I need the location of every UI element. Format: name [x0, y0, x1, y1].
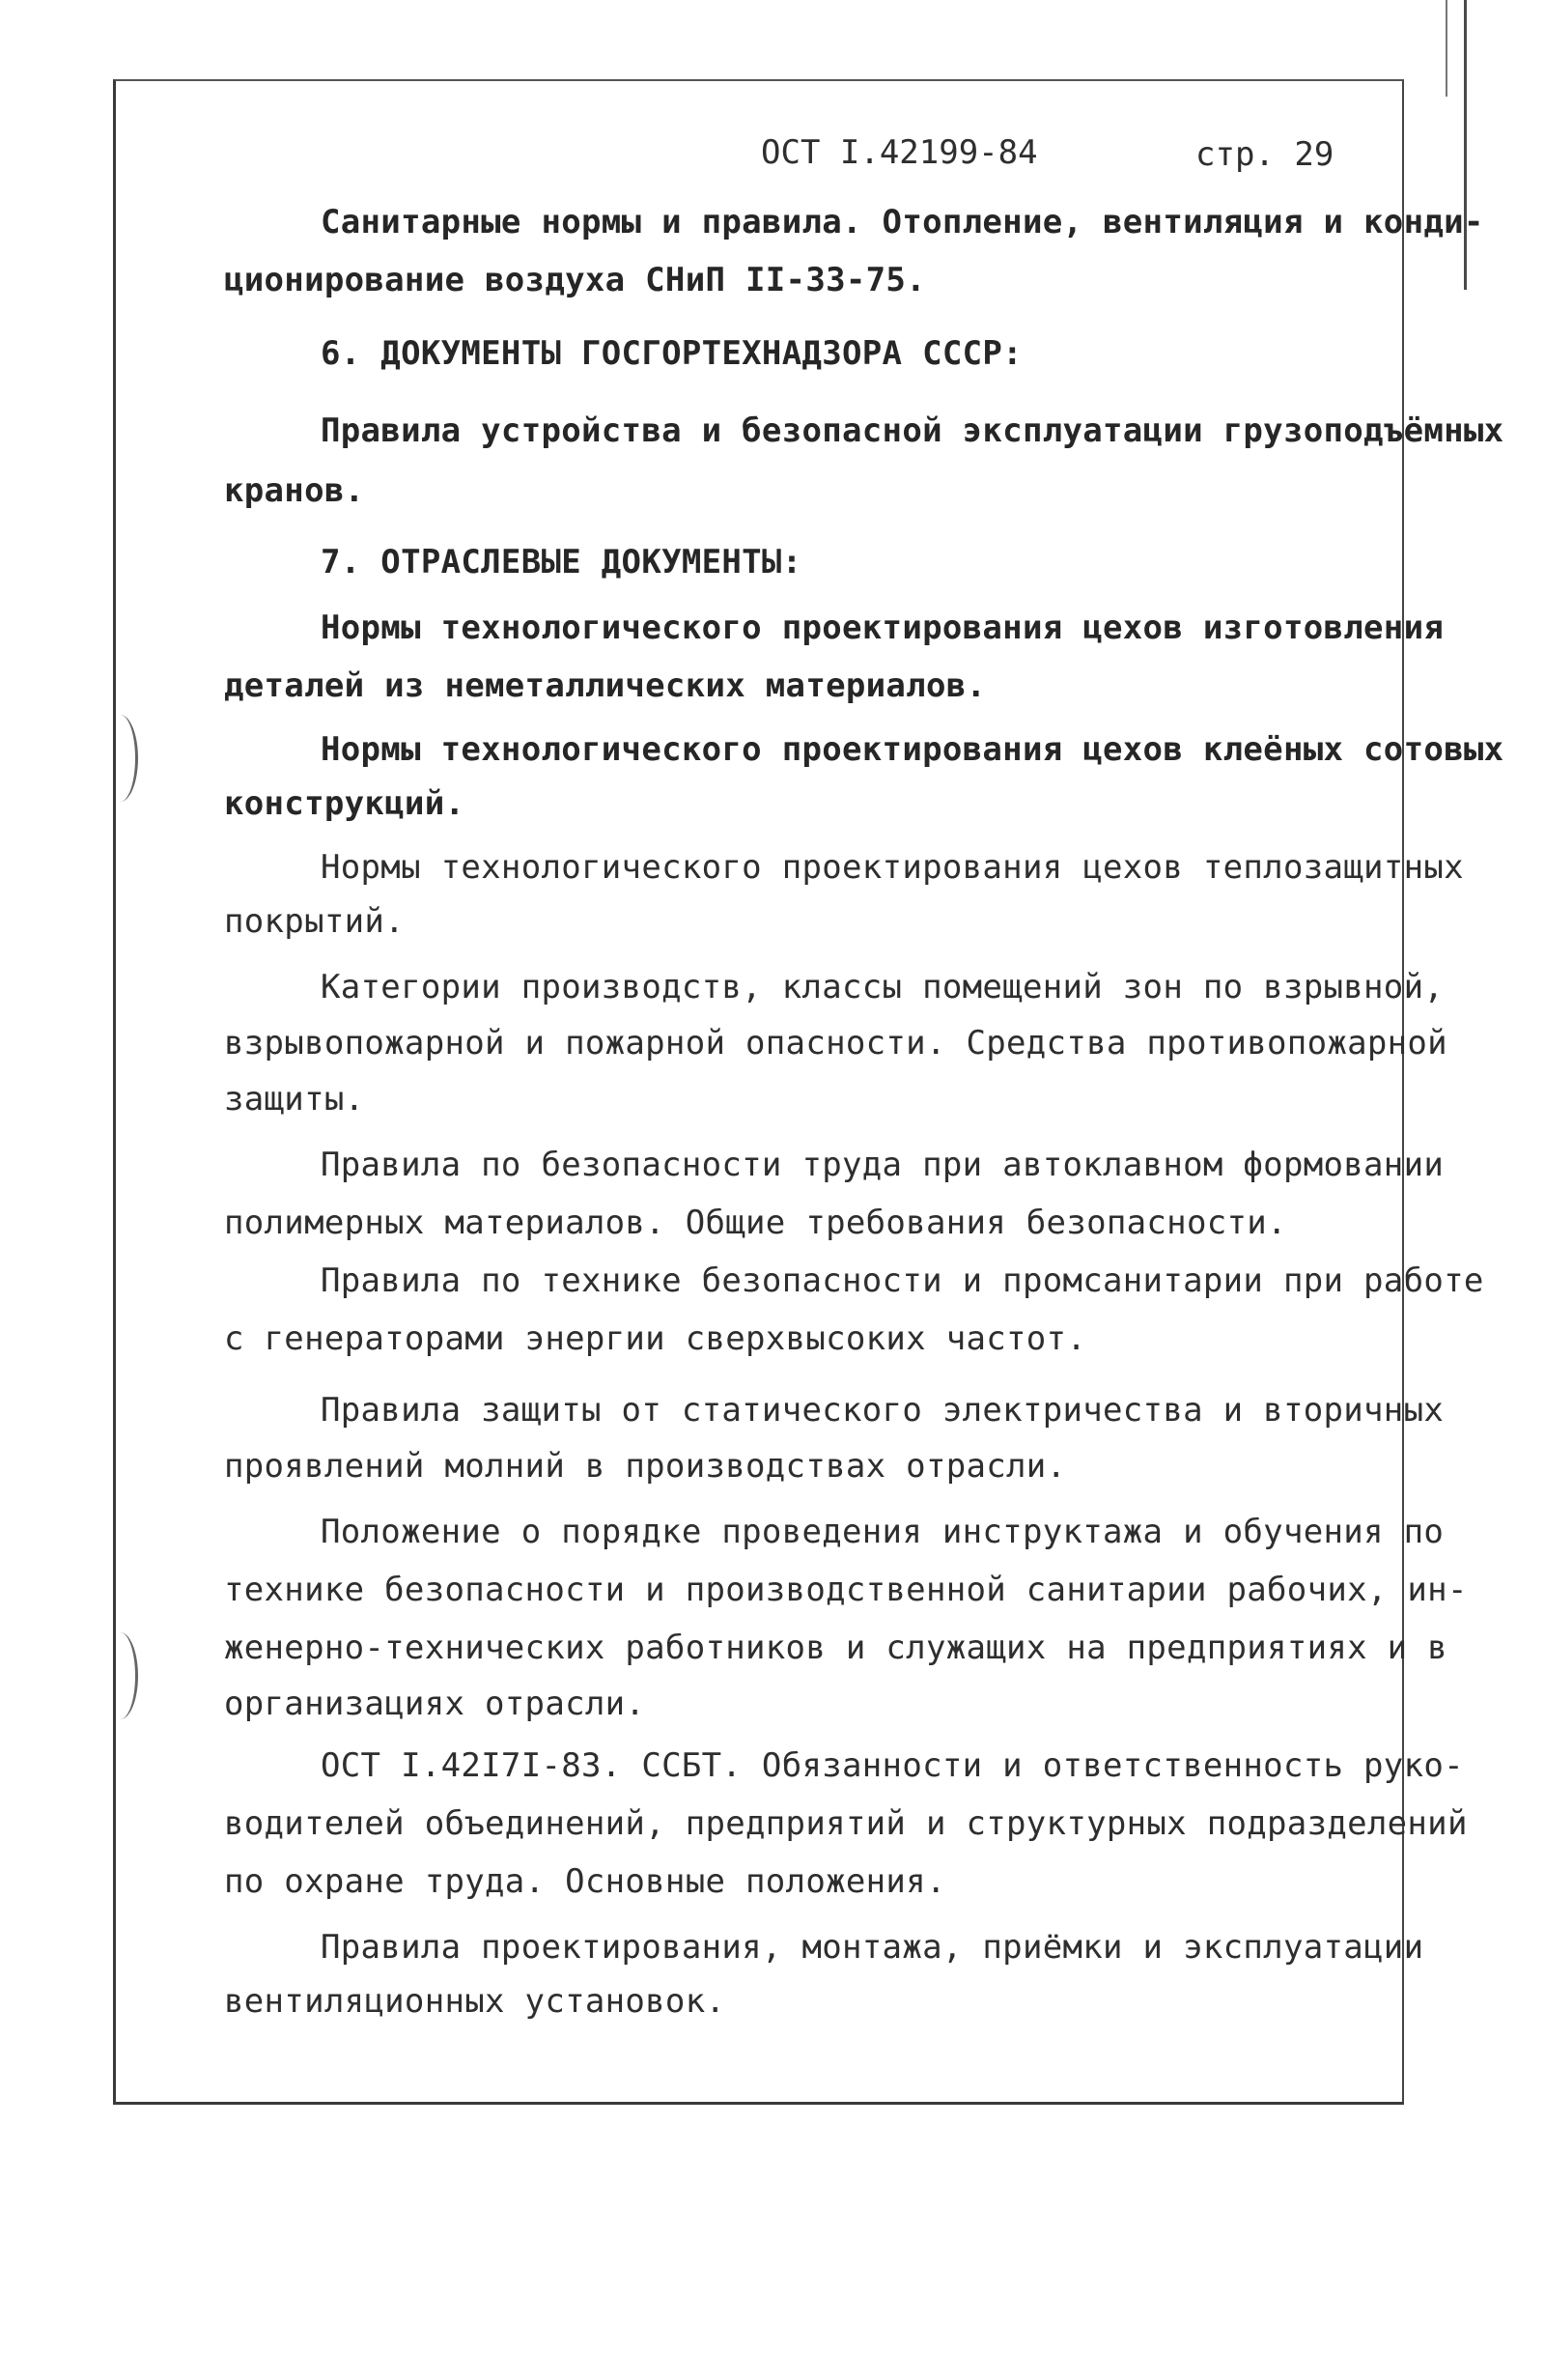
text-line: по охране труда. Основные положения. — [224, 1862, 946, 1901]
binding-edge-line — [1446, 0, 1447, 97]
page-number: стр. 29 — [1195, 135, 1334, 174]
section-heading: 7. ОТРАСЛЕВЫЕ ДОКУМЕНТЫ: — [321, 543, 802, 581]
text-line: Правила проектирования, монтажа, приёмки и эксплуатации — [321, 1928, 1424, 1967]
text-line: полимерных материалов. Общие требования безопасности. — [224, 1204, 1287, 1242]
text-line: покрытий. — [224, 902, 405, 941]
text-line: Правила по безопасности труда при автоклавном формовании — [321, 1146, 1445, 1184]
text-line: деталей из неметаллических материалов. — [224, 666, 987, 705]
text-line: Нормы технологического проектирования цехов изготовления — [321, 609, 1445, 647]
text-line: взрывопожарной и пожарной опасности. Средства противопожарной — [224, 1024, 1447, 1062]
text-line: проявлений молний в производствах отрасли. — [224, 1447, 1067, 1486]
text-line: Нормы технологического проектирования цехов клеёных сотовых — [321, 730, 1504, 769]
page-header — [0, 133, 1545, 180]
text-line: кранов. — [224, 471, 365, 510]
text-line: водителей объединений, предприятий и структурных подразделений — [224, 1804, 1468, 1843]
text-line: с генераторами энергии сверхвысоких частот. — [224, 1319, 1087, 1358]
text-line: технике безопасности и производственной санитарии рабочих, ин- — [224, 1571, 1468, 1609]
text-line: Правила защиты от статического электричества и вторичных — [321, 1391, 1445, 1430]
text-line: Правила устройства и безопасной эксплуатации грузоподъёмных — [321, 411, 1504, 450]
text-line: Категории производств, классы помещений зон по взрывной, — [321, 968, 1445, 1006]
text-line: конструкций. — [224, 784, 465, 823]
text-line: Санитарные нормы и правила. Отопление, вентиляция и конди- — [321, 203, 1484, 241]
text-line: организациях отрасли. — [224, 1685, 646, 1723]
section-heading: 6. ДОКУМЕНТЫ ГОСГОРТЕХНАДЗОРА СССР: — [321, 334, 1023, 373]
text-line: Нормы технологического проектирования цехов теплозащитных — [321, 848, 1464, 887]
text-line: ционирование воздуха СНиП II-33-75. — [224, 261, 926, 299]
text-line: защиты. — [224, 1080, 365, 1119]
document-number: ОСТ I.42199-84 — [761, 133, 1038, 172]
text-line: Положение о порядке проведения инструктажа и обучения по — [321, 1513, 1445, 1551]
text-line: вентиляционных установок. — [224, 1982, 726, 2021]
text-line: женерно-технических работников и служащих на предприятиях и в — [224, 1629, 1447, 1667]
text-line: Правила по технике безопасности и промсанитарии при работе — [321, 1261, 1484, 1300]
text-line: ОСТ I.42I7I-83. ССБТ. Обязанности и ответственность руко- — [321, 1746, 1464, 1785]
